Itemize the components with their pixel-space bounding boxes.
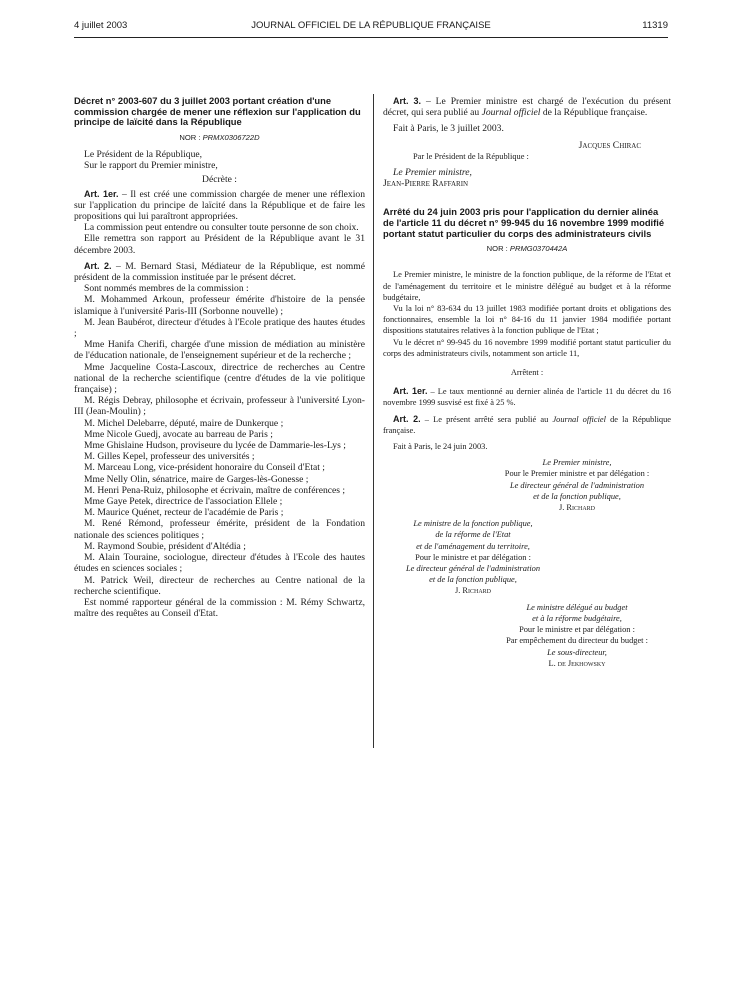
spacer bbox=[383, 189, 671, 198]
list-item: M. Patrick Weil, directeur de recherches au Centre national de la recherche scientifique. bbox=[74, 574, 365, 597]
arrete-title: Arrêté du 24 juin 2003 pris pour l'application du dernier alinéa de l'article 11 du décret n° 99-945 du 16 novembre 1999 modifié portant statut particulier du corps des administrateurs civils bbox=[383, 206, 665, 239]
signature-line: Le Premier ministre, bbox=[542, 458, 612, 468]
arrete-paragraph-3: Vu le décret n° 99-945 du 16 novembre 1999 modifié portant statut particulier du corps des administrateurs civils, notamment son article 11, bbox=[383, 337, 671, 358]
list-item: Mme Nicole Guedj, avocate au barreau de Paris ; bbox=[84, 428, 273, 440]
list-item: M. Régis Debray, philosophe et écrivain, professeur à l'université Lyon-III (Jean-Moulin) ; bbox=[74, 395, 365, 418]
issue-date: 4 juillet 2003 bbox=[74, 20, 128, 31]
signature-line: Pour le Premier ministre et par délégation : bbox=[504, 469, 650, 479]
signature-block-pm bbox=[383, 457, 671, 513]
decree-fait: Fait à Paris, le 3 juillet 2003. bbox=[393, 123, 504, 135]
list-item: Mme Hanifa Cherifi, chargée d'une mission de médiation au ministère de l'éducation nationale, de l'enseignement supérieur et de la recherche ; bbox=[74, 339, 365, 362]
pm-title: Le Premier ministre, bbox=[393, 167, 472, 179]
signature-line: et de l'aménagement du territoire, bbox=[416, 541, 530, 551]
pm-name: Jean-Pierre Raffarin bbox=[383, 178, 469, 190]
page-header bbox=[74, 20, 668, 34]
decree-signatory: Jacques Chirac bbox=[578, 139, 641, 151]
article-label: Art. 2. bbox=[393, 413, 421, 424]
decree-decrete: Décrète : bbox=[202, 174, 237, 186]
list-item: M. Henri Pena-Ruiz, philosophe et écrivain, maître de conférences ; bbox=[84, 484, 346, 496]
par-president: Par le Président de la République : bbox=[413, 151, 529, 161]
nor-code: PRMG0370442A bbox=[509, 244, 568, 254]
article-label: Art. 2. bbox=[84, 260, 112, 271]
signature-line: Le directeur général de l'administration bbox=[509, 480, 645, 490]
page-number: 11319 bbox=[642, 20, 668, 31]
list-item: M. Gilles Kepel, professeur des universités ; bbox=[84, 451, 255, 463]
members-list bbox=[74, 294, 365, 596]
signature-line: et de la fonction publique, bbox=[429, 575, 517, 585]
members-intro: Sont nommés membres de la commission : bbox=[84, 283, 249, 295]
signature-name: L. de Jekhowsky bbox=[548, 658, 606, 668]
journal-reference: Journal officiel bbox=[481, 107, 541, 119]
signature-line: Par empêchement du directeur du budget : bbox=[506, 636, 648, 646]
signature-name: J. Richard bbox=[558, 503, 596, 513]
signature-name: J. Richard bbox=[454, 586, 492, 596]
journal-reference: Journal officiel bbox=[552, 414, 606, 424]
list-item: M. Marceau Long, vice-président honoraire du Conseil d'Etat ; bbox=[84, 462, 325, 474]
arrete-fait: Fait à Paris, le 24 juin 2003. bbox=[393, 442, 488, 452]
article-text: – Le taux mentionné au dernier alinéa de l'article 11 du décret du 16 novembre 1999 susvisé est fixé à 25 %. bbox=[383, 387, 671, 408]
article-label: Art. 1er. bbox=[84, 188, 119, 199]
signature-line: et de la fonction publique, bbox=[533, 491, 621, 501]
list-item: M. Jean Baubérot, directeur d'études à l'Ecole pratique des hautes études ; bbox=[74, 316, 365, 340]
rapporteur: Est nommé rapporteur général de la commission : M. Rémy Schwartz, maître des requêtes au Conseil d'Etat. bbox=[74, 596, 365, 620]
decree-article-1 bbox=[74, 189, 365, 223]
article-label: Art. 1er. bbox=[393, 386, 428, 397]
arrete-paragraph-1: Le Premier ministre, le ministre de la fonction publique, de la réforme de l'Etat et de l'aménagement du territoire et le ministre délégué au budget et à la réforme budgétaire, bbox=[383, 270, 671, 302]
arrete-article-1 bbox=[383, 386, 671, 408]
decree-intro-1: Le Président de la République, bbox=[84, 148, 203, 160]
signature-line: Pour le ministre et par délégation : bbox=[415, 552, 531, 562]
spacer bbox=[383, 359, 671, 364]
list-item: Mme Jacqueline Costa-Lascoux, directrice de recherches au Centre national de la recherche scientifique (centre d'études de la vie politique française) ; bbox=[74, 361, 365, 396]
list-item: M. Mohammed Arkoun, professeur émérite d'histoire de la pensée islamique à l'université Paris-III (Sorbonne nouvelle) ; bbox=[74, 294, 365, 317]
list-item: Mme Nelly Olin, sénatrice, maire de Garges-lès-Gonesse ; bbox=[84, 473, 309, 485]
signature-line: et à la réforme budgétaire, bbox=[532, 613, 622, 623]
article-text: – Le Premier ministre est chargé de l'exécution du présent décret, qui sera publié au bbox=[383, 96, 671, 119]
article-text: – Il est créé une commission chargée de mener une réflexion sur l'application du principe de laïcité dans la République et de faire les propositions qui lui paraîtront appropriées. bbox=[74, 188, 365, 222]
decree-paragraph-2: La commission peut entendre ou consulter toute personne de son choix. bbox=[84, 222, 359, 234]
decree-nor bbox=[74, 132, 365, 143]
signature-line: Le sous-directeur, bbox=[547, 647, 607, 657]
article-text: de la République française. bbox=[383, 414, 672, 435]
nor-label: NOR : bbox=[486, 244, 508, 254]
journal-title: JOURNAL OFFICIEL DE LA RÉPUBLIQUE FRANÇAISE bbox=[251, 20, 491, 31]
header-rule bbox=[74, 37, 668, 38]
article-label: Art. 3. bbox=[393, 96, 422, 106]
left-column bbox=[74, 96, 365, 619]
decree-paragraph-3: Elle remettra son rapport au Président de la République avant le 31 décembre 2003. bbox=[74, 233, 365, 256]
list-item: M. René Rémond, professeur émérite, président de la Fondation nationale des sciences politiques ; bbox=[74, 518, 365, 541]
nor-label: NOR : bbox=[179, 132, 201, 142]
decree-article-2 bbox=[74, 261, 365, 283]
arrete-nor bbox=[383, 243, 671, 254]
signature-block-fonction-publique bbox=[383, 518, 563, 596]
signature-line: Le directeur général de l'administration bbox=[405, 564, 541, 574]
spacer bbox=[383, 260, 671, 269]
list-item: M. Alain Touraine, sociologue, directeur d'études à l'Ecole des hautes études en sciences sociales ; bbox=[74, 552, 365, 575]
list-item: M. Maurice Quénet, recteur de l'académie de Paris ; bbox=[84, 507, 284, 519]
list-item: Mme Ghislaine Hudson, proviseure du lycée de Dammarie-les-Lys ; bbox=[84, 440, 346, 452]
signature-line: Le ministre de la fonction publique, bbox=[413, 519, 533, 529]
list-item: M. Raymond Soubie, président d'Altédia ; bbox=[84, 540, 246, 552]
decree-article-3 bbox=[383, 96, 671, 118]
arrete-arretent: Arrêtent : bbox=[510, 368, 544, 378]
signature-line: Le ministre délégué au budget bbox=[526, 602, 628, 612]
decree-intro-2: Sur le rapport du Premier ministre, bbox=[84, 160, 218, 172]
list-item: Mme Gaye Petek, directrice de l'association Ellele ; bbox=[84, 496, 283, 508]
column-divider bbox=[373, 94, 374, 748]
list-item: M. Michel Delebarre, député, maire de Dunkerque ; bbox=[84, 417, 284, 429]
article-text: – Le présent arrêté sera publié au bbox=[420, 414, 553, 424]
right-column bbox=[383, 96, 671, 669]
nor-code: PRMX0306722D bbox=[202, 132, 260, 142]
article-text: de la République française. bbox=[540, 107, 648, 119]
arrete-article-2 bbox=[383, 414, 671, 436]
signature-line: de la réforme de l'Etat bbox=[435, 530, 511, 540]
article-text: – M. Bernard Stasi, Médiateur de la République, est nommé président de la commission instituée par le présent décret. bbox=[74, 260, 365, 284]
signature-line: Pour le ministre et par délégation : bbox=[519, 625, 635, 635]
signature-block-budget bbox=[383, 602, 671, 669]
arrete-paragraph-2: Vu la loi n° 83-634 du 13 juillet 1983 modifiée portant droits et obligations des fonctionnaires, ensemble la loi n° 84-16 du 11 janvier 1984 modifiée portant dispositions statutaires relatives à la fonction publique de l'Etat ; bbox=[383, 304, 671, 336]
decree-title: Décret n° 2003-607 du 3 juillet 2003 portant création d'une commission chargée de mener une réflexion sur l'application du principe de laïcité dans la République bbox=[74, 95, 361, 128]
